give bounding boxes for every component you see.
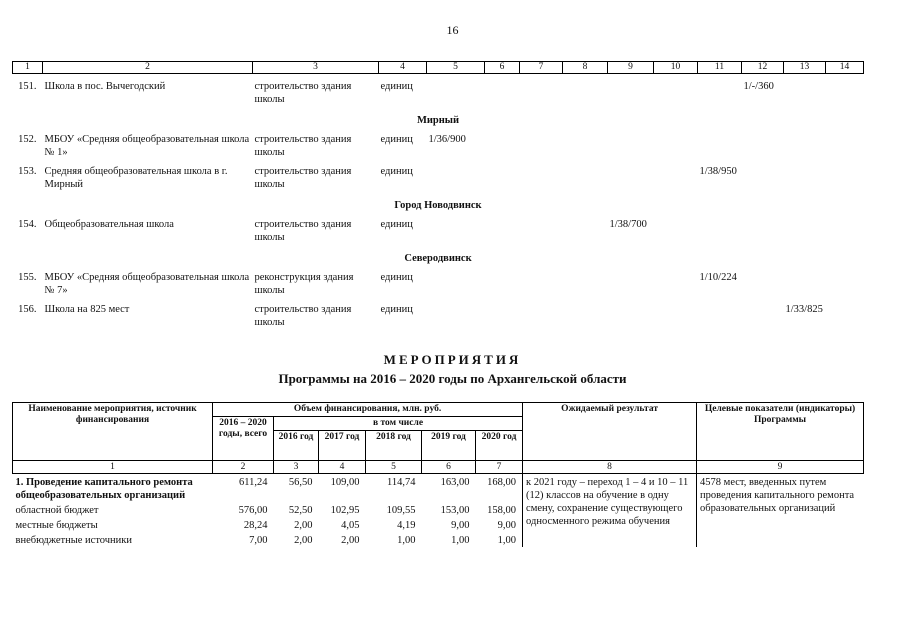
header-year: 2018 год	[366, 431, 422, 461]
value-cell	[608, 297, 654, 329]
value-cell: 102,95	[330, 505, 360, 516]
value-cell: 1,00	[451, 535, 470, 546]
col-index: 14	[826, 62, 864, 74]
value-cell	[784, 265, 826, 297]
empty-cell	[563, 297, 608, 329]
work-type: строительство здания школы	[254, 81, 352, 105]
empty-cell	[654, 74, 698, 107]
value-cell	[784, 74, 826, 107]
col-index: 5	[427, 62, 485, 74]
value-cell	[698, 212, 742, 244]
expected-result: к 2021 году – переход 1 – 4 и 10 – 11 (12) классов на обучение в одну смену, сохранение существующего односменного режима обучения	[523, 474, 697, 548]
value-cell	[427, 297, 485, 329]
value-cell	[742, 212, 784, 244]
empty-cell	[654, 212, 698, 244]
empty-cell	[826, 127, 864, 159]
value-cell	[742, 265, 784, 297]
work-type: строительство здания школы	[254, 219, 352, 243]
empty-cell	[485, 297, 520, 329]
value-cell	[784, 159, 826, 191]
col-index: 2	[213, 461, 274, 474]
header-name: Наименование мероприятия, источник финансирования	[13, 403, 213, 461]
empty-cell	[520, 159, 563, 191]
value-cell: 56,50	[288, 477, 313, 488]
col-index: 2	[43, 62, 253, 74]
value-cell: 28,24	[243, 520, 268, 531]
empty-cell	[485, 159, 520, 191]
empty-cell	[826, 159, 864, 191]
value-cell	[742, 297, 784, 329]
value-cell: 1/10/224	[699, 272, 737, 283]
table-row	[13, 74, 864, 107]
empty-cell	[485, 212, 520, 244]
measures-table	[12, 402, 864, 547]
col-index: 5	[366, 461, 422, 474]
unit-cell: единиц	[380, 134, 413, 145]
unit-cell: единиц	[380, 219, 413, 230]
col-index: 6	[485, 62, 520, 74]
object-name: Средняя общеобразовательная школа в г. Мирный	[44, 166, 228, 190]
value-cell: 4,19	[397, 520, 416, 531]
empty-cell	[563, 212, 608, 244]
value-cell: 9,00	[451, 520, 470, 531]
value-cell: 1/36/900	[428, 134, 466, 145]
table-row	[13, 297, 864, 329]
value-cell: 7,00	[249, 535, 268, 546]
row-number: 155.	[18, 272, 37, 283]
col-index: 13	[784, 62, 826, 74]
value-cell: 168,00	[476, 474, 523, 503]
col-index: 1	[13, 461, 213, 474]
value-cell	[608, 74, 654, 107]
header-year: 2019 год	[422, 431, 476, 461]
header-total: 2016 – 2020 годы, всего	[213, 417, 274, 461]
col-index: 8	[563, 62, 608, 74]
empty-cell	[826, 297, 864, 329]
col-index: 4	[319, 461, 366, 474]
value-cell: 2,00	[341, 535, 360, 546]
header-year: 2016 год	[274, 431, 319, 461]
value-cell	[427, 212, 485, 244]
value-cell: 1,00	[397, 535, 416, 546]
empty-cell	[654, 159, 698, 191]
value-cell: 1,00	[476, 532, 523, 547]
empty-cell	[520, 74, 563, 107]
value-cell	[698, 127, 742, 159]
row-number: 156.	[18, 304, 37, 315]
empty-cell	[654, 127, 698, 159]
col-index: 9	[608, 62, 654, 74]
empty-cell	[826, 212, 864, 244]
value-cell	[427, 265, 485, 297]
value-cell	[608, 265, 654, 297]
row-number: 154.	[18, 219, 37, 230]
value-cell	[698, 297, 742, 329]
source-name: местные бюджеты	[15, 520, 98, 531]
target-indicators: 4578 мест, введенных путем проведения капитального ремонта образовательных организаций	[700, 477, 855, 514]
value-cell	[742, 127, 784, 159]
empty-cell	[520, 127, 563, 159]
unit-cell: единиц	[380, 166, 413, 177]
value-cell: 1/38/950	[699, 166, 737, 177]
col-index: 10	[654, 62, 698, 74]
empty-cell	[520, 297, 563, 329]
value-cell: 4,05	[341, 520, 360, 531]
empty-cell	[485, 127, 520, 159]
empty-cell	[826, 265, 864, 297]
section-subtitle: Программы на 2016 – 2020 годы по Архангельской области	[278, 371, 627, 386]
table-row	[13, 127, 864, 159]
unit-cell: единиц	[380, 272, 413, 283]
work-type: строительство здания школы	[254, 304, 352, 328]
row-number: 151.	[18, 81, 37, 92]
empty-cell	[654, 297, 698, 329]
row-number: 152.	[18, 134, 37, 145]
col-index: 7	[476, 461, 523, 474]
col-index: 7	[520, 62, 563, 74]
value-cell: 109,00	[330, 477, 360, 488]
value-cell: 114,74	[387, 477, 416, 488]
section-title: МЕРОПРИЯТИЯ	[383, 352, 522, 367]
value-cell: 163,00	[440, 477, 470, 488]
work-type: строительство здания школы	[254, 166, 352, 190]
col-index: 1	[13, 62, 43, 74]
header-volume: Объем финансирования, млн. руб.	[213, 403, 523, 417]
header-year: 2017 год	[319, 431, 366, 461]
empty-cell	[563, 127, 608, 159]
object-name: Школа в пос. Вычегодский	[44, 81, 166, 92]
source-name: внебюджетные источники	[15, 535, 133, 546]
empty-cell	[563, 265, 608, 297]
value-cell: 1/-/360	[743, 81, 774, 92]
page-number: 16	[446, 23, 459, 37]
value-cell: 158,00	[476, 502, 523, 517]
municipality-label: Город Новодвинск	[394, 200, 482, 211]
value-cell: 576,00	[238, 505, 268, 516]
empty-cell	[826, 74, 864, 107]
header-year: 2020 год	[476, 431, 523, 461]
value-cell: 109,55	[386, 505, 416, 516]
value-cell: 2,00	[294, 520, 313, 531]
value-cell	[784, 127, 826, 159]
section-row	[13, 244, 864, 265]
header-including: в том числе	[274, 417, 523, 431]
top-table-header	[13, 62, 864, 74]
value-cell	[784, 212, 826, 244]
municipality-label: Мирный	[416, 115, 460, 126]
value-cell: 2,00	[294, 535, 313, 546]
unit-cell: единиц	[380, 81, 413, 92]
col-index: 3	[253, 62, 379, 74]
header-result: Ожидаемый результат	[523, 403, 697, 461]
col-index: 9	[697, 461, 864, 474]
header-targets: Целевые показатели (индикаторы) Программы	[697, 403, 864, 461]
table-row	[13, 159, 864, 191]
object-name: МБОУ «Средняя общеобразовательная школа № 1»	[44, 134, 250, 158]
work-type: строительство здания школы	[254, 134, 352, 158]
object-name: Школа на 825 мест	[44, 304, 130, 315]
object-name: Общеобразовательная школа	[44, 219, 174, 230]
value-cell: 153,00	[440, 505, 470, 516]
row-number: 153.	[18, 166, 37, 177]
measure-name: 1. Проведение капитального ремонта общеобразовательных организаций	[15, 477, 193, 501]
section-row	[13, 191, 864, 212]
unit-cell: единиц	[380, 304, 413, 315]
value-cell: 52,50	[288, 505, 313, 516]
work-type: реконструкция здания школы	[254, 272, 354, 296]
empty-cell	[654, 265, 698, 297]
object-name: МБОУ «Средняя общеобразовательная школа № 7»	[44, 272, 250, 296]
value-cell: 1/38/700	[609, 219, 647, 230]
value-cell: 611,24	[239, 477, 268, 488]
col-index: 12	[742, 62, 784, 74]
empty-cell	[563, 74, 608, 107]
empty-cell	[520, 265, 563, 297]
empty-cell	[520, 212, 563, 244]
col-index: 3	[274, 461, 319, 474]
source-name: областной бюджет	[15, 505, 99, 516]
value-cell: 1/33/825	[785, 304, 823, 315]
col-index: 11	[698, 62, 742, 74]
value-cell	[427, 159, 485, 191]
municipality-label: Северодвинск	[404, 253, 472, 264]
value-cell	[698, 74, 742, 107]
section-row	[13, 106, 864, 127]
value-cell	[608, 127, 654, 159]
value-cell	[608, 159, 654, 191]
table-row	[13, 474, 864, 503]
empty-cell	[563, 159, 608, 191]
value-cell: 9,00	[476, 517, 523, 532]
empty-cell	[485, 74, 520, 107]
col-index: 4	[379, 62, 427, 74]
value-cell	[427, 74, 485, 107]
col-index: 6	[422, 461, 476, 474]
table-row	[13, 212, 864, 244]
top-table	[12, 61, 864, 329]
col-index: 8	[523, 461, 697, 474]
value-cell	[742, 159, 784, 191]
empty-cell	[485, 265, 520, 297]
table-row	[13, 265, 864, 297]
